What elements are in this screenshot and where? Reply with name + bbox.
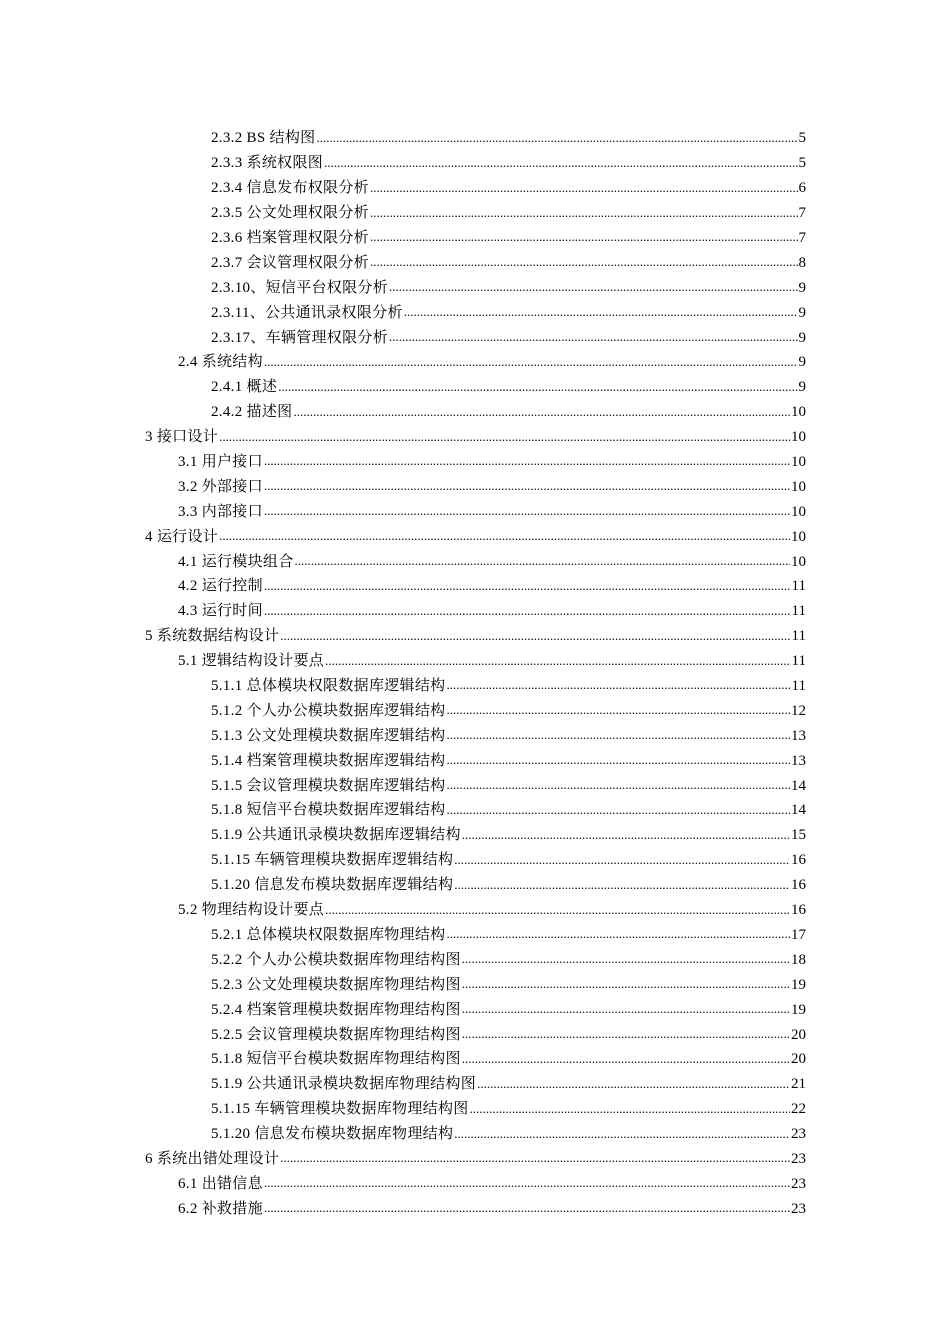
toc-dot-leader [293, 402, 790, 422]
toc-dot-leader [446, 725, 790, 745]
toc-entry[interactable] [0, 698, 806, 723]
toc-entry[interactable] [0, 873, 806, 898]
toc-entry[interactable] [0, 674, 806, 699]
toc-entry[interactable] [0, 624, 806, 649]
toc-entry[interactable] [0, 400, 806, 425]
toc-entry-title: 5.2.1 总体模块权限数据库物理结构 [211, 926, 446, 943]
toc-dot-leader [389, 277, 797, 297]
toc-entry-page-number: 10 [791, 454, 806, 471]
toc-entry[interactable] [0, 748, 806, 773]
toc-entry-title: 5.1.8 短信平台模块数据库逻辑结构 [211, 802, 446, 819]
toc-entry[interactable] [0, 350, 806, 375]
toc-entry-title: 5.1.20 信息发布模块数据库逻辑结构 [211, 877, 454, 894]
toc-entry[interactable] [0, 151, 806, 176]
toc-dot-leader [389, 327, 797, 347]
toc-entry-page-number: 10 [791, 503, 806, 520]
toc-entry-title: 2.3.17、车辆管理权限分析 [211, 329, 389, 346]
toc-dot-leader [446, 750, 790, 770]
toc-dot-leader [462, 1049, 790, 1069]
toc-entry-page-number: 16 [791, 852, 806, 869]
toc-entry-page-number: 20 [791, 1051, 806, 1068]
toc-entry-title: 5 系统数据结构设计 [145, 628, 280, 645]
toc-entry[interactable] [0, 1022, 806, 1047]
toc-entry-page-number: 23 [791, 1150, 806, 1167]
toc-dot-leader [477, 1074, 790, 1094]
toc-entry[interactable] [0, 1097, 806, 1122]
toc-entry-title: 5.1.1 总体模块权限数据库逻辑结构 [211, 678, 446, 695]
toc-entry[interactable] [0, 176, 806, 201]
toc-entry[interactable] [0, 474, 806, 499]
toc-dot-leader [324, 153, 797, 173]
toc-dot-leader [264, 451, 790, 471]
toc-entry-title: 6.1 出错信息 [178, 1175, 263, 1192]
toc-entry-title: 5.1.5 会议管理模块数据库逻辑结构 [211, 777, 446, 794]
toc-dot-leader [470, 1099, 790, 1119]
toc-entry-page-number: 10 [791, 553, 806, 570]
toc-entry-page-number: 14 [791, 802, 806, 819]
toc-entry-title: 5.1.15 车辆管理模块数据库逻辑结构 [211, 852, 454, 869]
toc-entry-page-number: 10 [791, 429, 806, 446]
toc-entry-title: 5.2.5 会议管理模块数据库物理结构图 [211, 1026, 461, 1043]
toc-entry[interactable] [0, 250, 806, 275]
toc-dot-leader [325, 900, 790, 920]
toc-entry[interactable] [0, 1047, 806, 1072]
toc-dot-leader [446, 700, 790, 720]
toc-entry-title: 5.1.4 档案管理模块数据库逻辑结构 [211, 752, 446, 769]
toc-entry-page-number: 13 [791, 727, 806, 744]
toc-entry-page-number: 23 [791, 1200, 806, 1217]
toc-entry-page-number: 10 [791, 404, 806, 421]
toc-dot-leader [295, 551, 790, 571]
toc-dot-leader [280, 1148, 790, 1168]
toc-entry-title: 5.1.3 公文处理模块数据库逻辑结构 [211, 727, 446, 744]
toc-entry[interactable] [0, 1196, 806, 1221]
toc-entry-page-number: 9 [798, 379, 806, 396]
toc-entry-page-number: 9 [798, 279, 806, 296]
toc-entry[interactable] [0, 375, 806, 400]
toc-dot-leader [264, 501, 790, 521]
toc-dot-leader [325, 651, 790, 671]
toc-entry-title: 3 接口设计 [145, 429, 219, 446]
toc-entry-page-number: 21 [791, 1076, 806, 1093]
toc-entry-title: 5.1.8 短信平台模块数据库物理结构图 [211, 1051, 461, 1068]
toc-entry[interactable] [0, 599, 806, 624]
toc-entry-page-number: 10 [791, 478, 806, 495]
toc-dot-leader [370, 227, 798, 247]
toc-entry[interactable] [0, 1122, 806, 1147]
toc-entry[interactable] [0, 275, 806, 300]
toc-entry-page-number: 7 [798, 205, 806, 222]
toc-dot-leader [264, 576, 791, 596]
toc-entry-page-number: 9 [798, 354, 806, 371]
toc-entry-page-number: 15 [791, 827, 806, 844]
toc-entry-title: 6.2 补救措施 [178, 1200, 263, 1217]
toc-entry-page-number: 16 [791, 877, 806, 894]
toc-entry-page-number: 5 [798, 155, 806, 172]
toc-entry-page-number: 5 [798, 130, 806, 147]
toc-entry[interactable] [0, 549, 806, 574]
toc-entry-title: 5.1.15 车辆管理模块数据库物理结构图 [211, 1101, 469, 1118]
toc-dot-leader [219, 427, 790, 447]
toc-entry[interactable] [0, 1072, 806, 1097]
toc-entry-page-number: 7 [798, 230, 806, 246]
toc-entry-page-number: 23 [791, 1126, 806, 1143]
toc-entry-title: 5.1.20 信息发布模块数据库物理结构 [211, 1126, 454, 1143]
toc-entry-title: 2.4 系统结构 [178, 354, 263, 371]
toc-entry[interactable] [0, 201, 806, 226]
toc-entry-title: 2.3.5 公文处理权限分析 [211, 205, 369, 222]
toc-entry-title: 2.3.4 信息发布权限分析 [211, 180, 369, 197]
toc-entry[interactable] [0, 425, 806, 450]
toc-entry-page-number: 14 [791, 777, 806, 794]
toc-entry[interactable] [0, 1147, 806, 1172]
toc-entry-page-number: 19 [791, 1001, 806, 1018]
toc-entry-title: 2.4.2 描述图 [211, 404, 293, 421]
toc-entry-page-number: 22 [791, 1101, 806, 1118]
toc-entry-title: 2.3.11、公共通讯录权限分析 [211, 304, 403, 321]
toc-entry[interactable] [0, 226, 806, 251]
toc-entry[interactable] [0, 300, 806, 325]
toc-entry-page-number: 17 [791, 926, 806, 943]
toc-entry-page-number: 20 [791, 1026, 806, 1043]
toc-entry-page-number: 6 [798, 180, 806, 197]
toc-dot-leader [462, 825, 790, 845]
toc-entry-page-number: 9 [798, 304, 806, 321]
toc-dot-leader [462, 1024, 790, 1044]
toc-dot-leader [264, 601, 791, 621]
toc-entry-title: 5.1.2 个人办公模块数据库逻辑结构 [211, 702, 446, 719]
toc-entry[interactable] [0, 997, 806, 1022]
toc-dot-leader [454, 850, 790, 870]
toc-entry-page-number: 23 [791, 1175, 806, 1192]
toc-dot-leader [316, 128, 797, 148]
toc-dot-leader [264, 352, 798, 372]
toc-entry-title: 2.3.7 会议管理权限分析 [211, 254, 369, 271]
toc-entry-title: 3.2 外部接口 [178, 478, 263, 495]
toc-entry-title: 4.2 运行控制 [178, 578, 263, 595]
toc-entry-title: 6 系统出错处理设计 [145, 1150, 280, 1167]
toc-dot-leader [454, 1124, 790, 1144]
toc-entry-page-number: 11 [791, 653, 806, 670]
toc-entry[interactable] [0, 126, 806, 151]
toc-entry[interactable] [0, 898, 806, 923]
toc-entry[interactable] [0, 923, 806, 948]
toc-dot-leader [446, 675, 790, 695]
toc-entry-page-number: 11 [791, 678, 806, 695]
toc-entry-page-number: 11 [791, 628, 806, 645]
toc-entry-title: 5.2 物理结构设计要点 [178, 902, 325, 919]
toc-entry-page-number: 10 [791, 528, 806, 545]
toc-dot-leader [264, 476, 790, 496]
toc-entry-title: 3.1 用户接口 [178, 454, 263, 471]
toc-entry[interactable] [0, 947, 806, 972]
toc-dot-leader [370, 252, 798, 272]
toc-dot-leader [446, 775, 790, 795]
toc-entry-title: 2.4.1 概述 [211, 379, 278, 396]
toc-entry[interactable] [0, 1171, 806, 1196]
toc-dot-leader [278, 377, 797, 397]
toc-entry-title: 5.2.2 个人办公模块数据库物理结构图 [211, 951, 461, 968]
toc-entry-title: 3.3 内部接口 [178, 503, 263, 520]
toc-entry-page-number: 19 [791, 976, 806, 993]
toc-entry[interactable] [0, 649, 806, 674]
toc-entry-title: 4 运行设计 [145, 528, 219, 545]
toc-dot-leader [264, 1173, 790, 1193]
toc-dot-leader [370, 203, 798, 223]
toc-entry-title: 4.1 运行模块组合 [178, 553, 294, 570]
toc-entry-title: 4.3 运行时间 [178, 603, 263, 620]
toc-dot-leader [462, 999, 790, 1019]
toc-dot-leader [264, 1198, 790, 1218]
toc-entry[interactable] [0, 823, 806, 848]
toc-entry-page-number: 16 [791, 902, 806, 919]
toc-entry-title: 2.3.2 BS 结构图 [211, 130, 316, 147]
toc-entry[interactable] [0, 325, 806, 350]
toc-entry-title: 2.3.10、短信平台权限分析 [211, 279, 389, 296]
toc-entry-title: 5.1.9 公共通讯录模块数据库物理结构图 [211, 1076, 477, 1093]
toc-dot-leader [370, 178, 798, 198]
toc-entry[interactable] [0, 798, 806, 823]
toc-entry[interactable] [0, 773, 806, 798]
toc-entry-title: 2.3.3 系统权限图 [211, 155, 324, 172]
toc-dot-leader [219, 526, 790, 546]
toc-entry[interactable] [0, 723, 806, 748]
toc-entry[interactable] [0, 450, 806, 475]
toc-entry-page-number: 8 [798, 254, 806, 271]
toc-dot-leader [404, 302, 798, 322]
toc-entry-page-number: 9 [798, 329, 806, 346]
toc-dot-leader [446, 924, 790, 944]
toc-entry-page-number: 12 [791, 702, 806, 719]
toc-entry-title: 5.1 逻辑结构设计要点 [178, 653, 325, 670]
toc-dot-leader [280, 626, 790, 646]
toc-entry-page-number: 18 [791, 951, 806, 968]
toc-dot-leader [446, 800, 790, 820]
toc-entry[interactable] [0, 499, 806, 524]
toc-entry-title: 5.1.9 公共通讯录模块数据库逻辑结构 [211, 827, 461, 844]
toc-dot-leader [462, 974, 790, 994]
toc-dot-leader [462, 949, 790, 969]
table-of-contents [0, 126, 950, 1221]
toc-entry-page-number: 11 [791, 603, 806, 620]
toc-entry-page-number: 11 [791, 578, 806, 595]
toc-entry[interactable] [0, 574, 806, 599]
toc-entry-page-number: 13 [791, 752, 806, 769]
toc-entry-title: 5.2.3 公文处理模块数据库物理结构图 [211, 976, 461, 993]
toc-entry[interactable] [0, 972, 806, 997]
toc-entry-title: 2.3.6 档案管理权限分析 [211, 230, 369, 246]
toc-entry[interactable] [0, 524, 806, 549]
toc-entry[interactable] [0, 848, 806, 873]
toc-dot-leader [454, 875, 790, 895]
toc-entry-title: 5.2.4 档案管理模块数据库物理结构图 [211, 1001, 461, 1018]
